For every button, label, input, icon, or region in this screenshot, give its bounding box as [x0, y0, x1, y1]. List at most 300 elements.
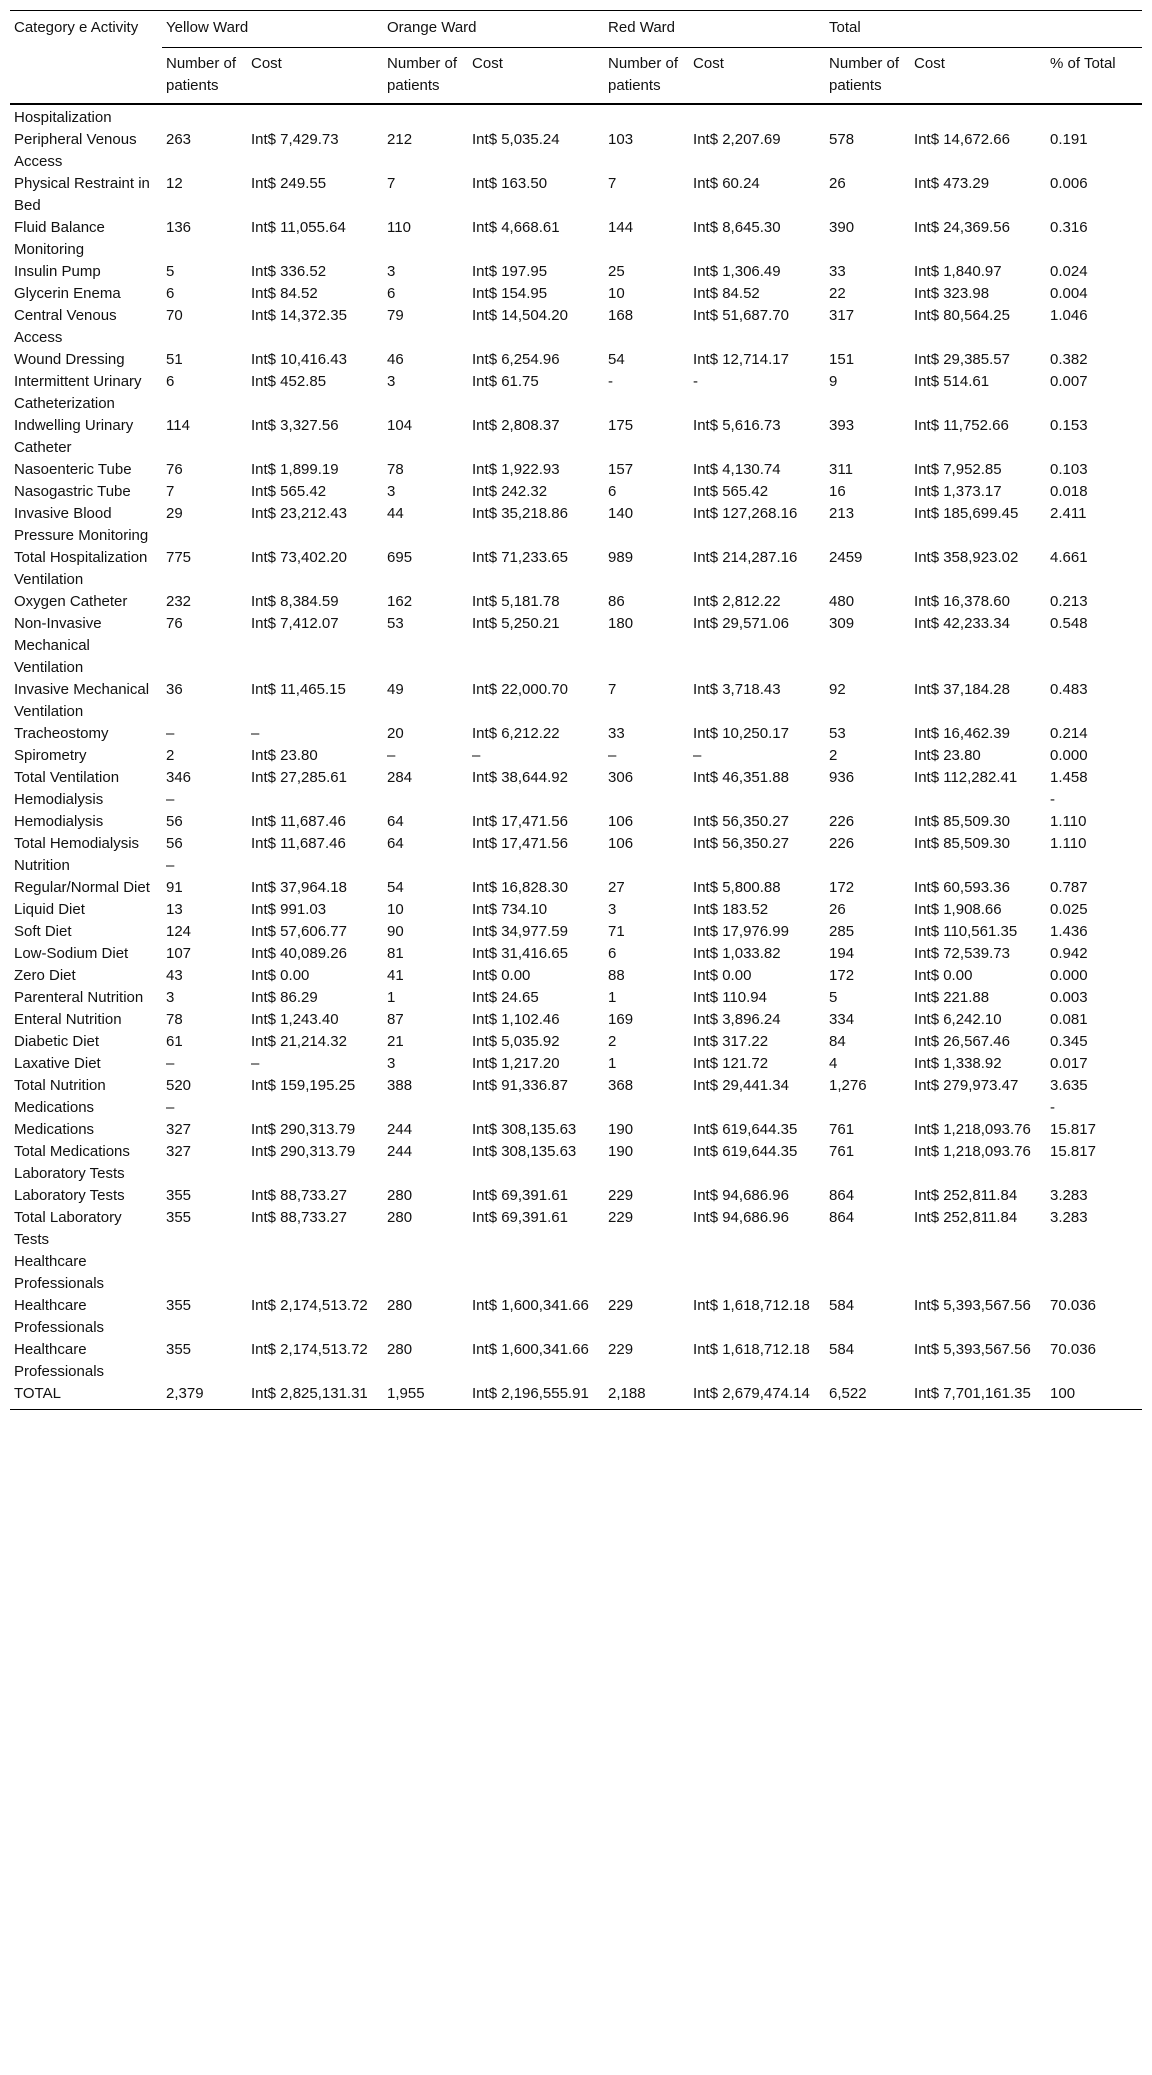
cell-orange-cost — [468, 569, 604, 591]
cell-yellow-patients: 91 — [166, 879, 183, 896]
cell-orange-cost: Int$ 17,471.56 — [472, 835, 568, 852]
cell-orange-cost: Int$ 308,135.63 — [472, 1121, 577, 1138]
cell-percent-total: 0.004 — [1050, 285, 1088, 302]
cell-yellow-cost: Int$ 11,055.64 — [251, 219, 346, 236]
header-orange-patients: Number of patients — [387, 55, 458, 94]
cell-orange-patients: 64 — [387, 835, 404, 852]
cell-category: Insulin Pump — [14, 263, 101, 280]
cell-total-cost: Int$ 1,218,093.76 — [914, 1121, 1031, 1138]
cell-red-cost: Int$ 1,033.82 — [693, 945, 781, 962]
cell-category: Glycerin Enema — [14, 285, 121, 302]
cell-red-patients: 25 — [608, 263, 625, 280]
cell-red-patients: 10 — [608, 285, 625, 302]
cell-category: Wound Dressing — [14, 351, 125, 368]
table-row — [10, 723, 1142, 745]
cell-red-patients — [604, 855, 689, 877]
cell-percent-total: 0.007 — [1050, 373, 1088, 390]
cell-percent-total: 0.017 — [1050, 1055, 1088, 1072]
cell-yellow-cost: Int$ 2,174,513.72 — [251, 1341, 368, 1358]
cell-percent-total: 15.817 — [1050, 1143, 1096, 1160]
cell-total-patients: 26 — [829, 901, 846, 918]
cell-total-cost: Int$ 24,369.56 — [914, 219, 1010, 236]
cell-total-cost: Int$ 7,701,161.35 — [914, 1385, 1031, 1402]
cell-total-cost: Int$ 5,393,567.56 — [914, 1297, 1031, 1314]
table-row — [10, 833, 1142, 855]
cell-percent-total: 2.411 — [1050, 505, 1087, 522]
table-row — [10, 261, 1142, 283]
cell-red-cost: Int$ 29,441.34 — [693, 1077, 789, 1094]
cell-percent-total: 0.025 — [1050, 901, 1088, 918]
cell-orange-cost: Int$ 35,218.86 — [472, 505, 568, 522]
cell-yellow-cost: Int$ 23.80 — [251, 747, 318, 764]
cell-red-patients: 989 — [608, 549, 634, 566]
cell-orange-cost: Int$ 197.95 — [472, 263, 548, 280]
table-row — [10, 1383, 1142, 1410]
cell-red-cost: Int$ 127,268.16 — [693, 505, 798, 522]
cell-yellow-patients: 124 — [166, 923, 192, 940]
cell-total-cost: Int$ 1,338.92 — [914, 1055, 1002, 1072]
cell-yellow-cost: Int$ 2,825,131.31 — [251, 1385, 368, 1402]
cell-orange-cost: Int$ 1,102.46 — [472, 1011, 560, 1028]
cell-orange-patients: – — [387, 747, 396, 764]
cell-red-cost: Int$ 121.72 — [693, 1055, 769, 1072]
cell-red-cost: Int$ 1,618,712.18 — [693, 1297, 810, 1314]
cell-red-cost: Int$ 10,250.17 — [693, 725, 789, 742]
cell-yellow-patients: 355 — [166, 1297, 192, 1314]
cell-red-patients: 106 — [608, 813, 634, 830]
cell-total-patients: 26 — [829, 175, 846, 192]
cell-yellow-cost: Int$ 11,465.15 — [251, 681, 346, 698]
cell-red-cost: - — [693, 373, 699, 390]
cell-total-patients — [825, 1251, 910, 1295]
cell-orange-patients: 49 — [387, 681, 404, 698]
table-row — [10, 283, 1142, 305]
cell-total-patients: 584 — [829, 1297, 855, 1314]
cell-total-cost — [910, 1251, 1046, 1295]
cell-red-cost: Int$ 60.24 — [693, 175, 760, 192]
cell-percent-total — [1046, 1163, 1142, 1185]
table-row — [10, 1009, 1142, 1031]
header-total-cost: Cost — [914, 55, 945, 72]
cell-orange-cost: Int$ 5,035.92 — [472, 1033, 560, 1050]
table-row — [10, 305, 1142, 349]
cell-yellow-patients: 70 — [166, 307, 183, 324]
cell-total-cost: Int$ 1,373.17 — [914, 483, 1002, 500]
cell-red-patients: 103 — [608, 131, 634, 148]
cell-category: Nasoenteric Tube — [14, 461, 132, 478]
cell-category: Diabetic Diet — [14, 1033, 100, 1050]
cell-percent-total: - — [1050, 791, 1056, 808]
cell-orange-patients: 3 — [387, 1055, 396, 1072]
cell-yellow-cost: – — [251, 725, 260, 742]
cell-red-cost — [689, 104, 825, 129]
cell-total-cost: Int$ 60,593.36 — [914, 879, 1010, 896]
cell-yellow-cost: Int$ 88,733.27 — [251, 1209, 347, 1226]
header-yellow-patients: Number of patients — [166, 55, 237, 94]
cell-orange-patients: 388 — [387, 1077, 413, 1094]
cell-orange-patients: 3 — [387, 373, 396, 390]
cell-red-cost: Int$ 3,718.43 — [693, 681, 781, 698]
cell-yellow-patients: 355 — [166, 1341, 192, 1358]
cell-yellow-patients: 775 — [166, 549, 192, 566]
cell-orange-cost: Int$ 38,644.92 — [472, 769, 568, 786]
cell-total-cost: Int$ 7,952.85 — [914, 461, 1002, 478]
cell-red-cost: Int$ 214,287.16 — [693, 549, 798, 566]
header-total: Total — [825, 11, 1142, 48]
cell-red-cost: Int$ 110.94 — [693, 989, 767, 1006]
table-row — [10, 547, 1142, 569]
table-row — [10, 459, 1142, 481]
cell-yellow-patients: 327 — [166, 1143, 192, 1160]
cell-red-patients: 106 — [608, 835, 634, 852]
cell-orange-cost: Int$ 6,254.96 — [472, 351, 560, 368]
cell-yellow-cost: Int$ 159,195.25 — [251, 1077, 356, 1094]
cell-orange-patients: 1,955 — [387, 1385, 425, 1402]
cell-percent-total: 0.018 — [1050, 483, 1088, 500]
table-row — [10, 1339, 1142, 1383]
cell-red-cost: Int$ 51,687.70 — [693, 307, 789, 324]
cell-yellow-cost: Int$ 11,687.46 — [251, 813, 346, 830]
cell-total-patients: 578 — [829, 131, 855, 148]
cell-orange-cost: Int$ 24.65 — [472, 989, 539, 1006]
cell-category: Low-Sodium Diet — [14, 945, 129, 962]
table-row — [10, 899, 1142, 921]
cell-total-cost: Int$ 16,378.60 — [914, 593, 1010, 610]
cell-red-patients: 180 — [608, 615, 634, 632]
cell-orange-patients: 87 — [387, 1011, 404, 1028]
cell-percent-total: 3.283 — [1050, 1187, 1088, 1204]
cell-yellow-cost: Int$ 88,733.27 — [251, 1187, 347, 1204]
table-row — [10, 613, 1142, 679]
cell-total-cost: Int$ 112,282.41 — [914, 769, 1018, 786]
header-red-cost: Cost — [693, 55, 724, 72]
cell-total-patients: 4 — [829, 1055, 838, 1072]
cell-percent-total: 0.548 — [1050, 615, 1088, 632]
cell-category: Physical Restraint in Bed — [14, 175, 150, 214]
cell-total-cost: Int$ 1,908.66 — [914, 901, 1002, 918]
cell-red-cost: Int$ 56,350.27 — [693, 813, 789, 830]
cell-total-patients: 194 — [829, 945, 855, 962]
cell-total-cost: Int$ 514.61 — [914, 373, 990, 390]
table-row — [10, 1251, 1142, 1295]
cell-red-cost: Int$ 8,645.30 — [693, 219, 781, 236]
cell-orange-cost: Int$ 5,181.78 — [472, 593, 560, 610]
cell-red-cost: Int$ 84.52 — [693, 285, 760, 302]
cell-percent-total: 0.103 — [1050, 461, 1088, 478]
cell-red-patients: – — [608, 747, 617, 764]
table-row — [10, 104, 1142, 129]
cell-total-cost: Int$ 1,840.97 — [914, 263, 1002, 280]
cell-category: Healthcare Professionals — [14, 1253, 105, 1292]
cell-yellow-cost: Int$ 37,964.18 — [251, 879, 347, 896]
table-row — [10, 129, 1142, 173]
cell-yellow-patients: 263 — [166, 131, 192, 148]
cell-total-patients: 864 — [829, 1209, 855, 1226]
cell-yellow-cost — [247, 789, 383, 811]
cell-total-cost — [910, 1097, 1046, 1119]
cell-red-cost: Int$ 3,896.24 — [693, 1011, 781, 1028]
cell-red-patients: 2,188 — [608, 1385, 646, 1402]
cell-percent-total: 1.110 — [1050, 813, 1087, 830]
cell-total-patients: 151 — [829, 351, 855, 368]
cell-percent-total: 1.110 — [1050, 835, 1087, 852]
cell-percent-total: 0.006 — [1050, 175, 1088, 192]
cell-orange-patients: 3 — [387, 263, 396, 280]
cell-orange-cost: Int$ 1,922.93 — [472, 461, 560, 478]
cell-orange-patients: 104 — [387, 417, 413, 434]
table-row — [10, 349, 1142, 371]
cell-red-patients: 71 — [608, 923, 625, 940]
cell-orange-cost: Int$ 5,035.24 — [472, 131, 560, 148]
cell-orange-cost — [468, 104, 604, 129]
cell-percent-total: 0.787 — [1050, 879, 1088, 896]
cell-orange-cost: Int$ 154.95 — [472, 285, 548, 302]
cell-orange-cost: Int$ 69,391.61 — [472, 1209, 568, 1226]
cell-total-cost: Int$ 6,242.10 — [914, 1011, 1002, 1028]
cell-yellow-cost: Int$ 1,243.40 — [251, 1011, 339, 1028]
table-row — [10, 173, 1142, 217]
cell-yellow-patients: 78 — [166, 1011, 183, 1028]
cell-yellow-patients: 56 — [166, 835, 183, 852]
cell-total-patients: 761 — [829, 1143, 855, 1160]
cell-red-cost: Int$ 56,350.27 — [693, 835, 789, 852]
cell-orange-patients: 280 — [387, 1209, 413, 1226]
table-row — [10, 1075, 1142, 1097]
cell-orange-cost: Int$ 34,977.59 — [472, 923, 568, 940]
cell-yellow-patients: – — [166, 791, 175, 808]
cell-total-patients: 584 — [829, 1341, 855, 1358]
cell-total-cost: Int$ 23.80 — [914, 747, 981, 764]
cell-category: Non-Invasive Mechanical Ventilation — [14, 615, 102, 676]
cell-orange-cost: Int$ 61.75 — [472, 373, 539, 390]
cell-orange-patients: 280 — [387, 1341, 413, 1358]
cell-total-patients — [825, 569, 910, 591]
cell-red-cost: Int$ 2,812.22 — [693, 593, 781, 610]
cell-orange-patients: 10 — [387, 901, 404, 918]
cell-yellow-cost — [247, 1097, 383, 1119]
table-row — [10, 943, 1142, 965]
cell-red-cost: Int$ 29,571.06 — [693, 615, 789, 632]
cell-total-patients: 213 — [829, 505, 855, 522]
cell-orange-cost: Int$ 69,391.61 — [472, 1187, 568, 1204]
cell-orange-cost: Int$ 0.00 — [472, 967, 531, 984]
cell-orange-cost — [468, 1097, 604, 1119]
cell-percent-total: 15.817 — [1050, 1121, 1096, 1138]
header-yellow-ward: Yellow Ward — [162, 11, 383, 48]
cell-total-patients: 33 — [829, 263, 846, 280]
cell-total-cost — [910, 569, 1046, 591]
cell-category: Soft Diet — [14, 923, 72, 940]
cell-total-cost: Int$ 1,218,093.76 — [914, 1143, 1031, 1160]
cell-red-patients — [604, 1097, 689, 1119]
cell-yellow-patients: 76 — [166, 615, 183, 632]
cell-yellow-patients: 114 — [166, 417, 190, 434]
cell-yellow-patients: 327 — [166, 1121, 192, 1138]
header-row-subcolumns — [10, 48, 1142, 105]
cell-percent-total: 0.081 — [1050, 1011, 1088, 1028]
cell-yellow-cost — [247, 1251, 383, 1295]
cell-red-cost: Int$ 5,616.73 — [693, 417, 781, 434]
header-blank — [10, 48, 162, 105]
cell-yellow-patients: 346 — [166, 769, 192, 786]
cell-yellow-patients: 2,379 — [166, 1385, 204, 1402]
cell-orange-cost: Int$ 22,000.70 — [472, 681, 568, 698]
cell-orange-patients: 44 — [387, 505, 404, 522]
cell-red-patients: 169 — [608, 1011, 634, 1028]
cell-percent-total: 4.661 — [1050, 549, 1088, 566]
cell-total-patients: 864 — [829, 1187, 855, 1204]
cell-orange-patients: 244 — [387, 1121, 413, 1138]
table-row — [10, 1185, 1142, 1207]
cell-red-patients: 168 — [608, 307, 634, 324]
cell-orange-patients: 79 — [387, 307, 404, 324]
cell-total-cost: Int$ 185,699.45 — [914, 505, 1019, 522]
table-row — [10, 921, 1142, 943]
cell-orange-patients: 54 — [387, 879, 404, 896]
cell-category: Invasive Blood Pressure Monitoring — [14, 505, 149, 544]
cell-yellow-patients: 7 — [166, 483, 175, 500]
cell-total-patients: 2459 — [829, 549, 863, 566]
table-row — [10, 217, 1142, 261]
cell-yellow-cost: Int$ 84.52 — [251, 285, 318, 302]
cell-red-cost — [689, 855, 825, 877]
cell-category: Total Ventilation — [14, 769, 120, 786]
cell-red-cost: Int$ 4,130.74 — [693, 461, 781, 478]
table-row — [10, 1141, 1142, 1163]
cell-red-patients: 229 — [608, 1209, 634, 1226]
cell-total-patients: 2 — [829, 747, 838, 764]
cell-yellow-patients: – — [166, 1099, 175, 1116]
cell-total-patients — [825, 855, 910, 877]
cell-red-patients: 140 — [608, 505, 634, 522]
cell-category: Parenteral Nutrition — [14, 989, 144, 1006]
cell-total-cost: Int$ 358,923.02 — [914, 549, 1019, 566]
cell-yellow-patients: 3 — [166, 989, 175, 1006]
cell-orange-cost: Int$ 91,336.87 — [472, 1077, 568, 1094]
cell-percent-total: 70.036 — [1050, 1341, 1096, 1358]
cell-yellow-patients: 61 — [166, 1033, 183, 1050]
cell-yellow-cost: Int$ 565.42 — [251, 483, 327, 500]
cell-total-patients: 53 — [829, 725, 846, 742]
cell-total-patients — [825, 1163, 910, 1185]
cell-orange-patients — [383, 104, 468, 129]
cell-orange-patients: 81 — [387, 945, 404, 962]
cell-red-patients: 6 — [608, 945, 617, 962]
cell-orange-cost: Int$ 71,233.65 — [472, 549, 568, 566]
cell-yellow-cost: Int$ 7,412.07 — [251, 615, 339, 632]
cell-category: Oxygen Catheter — [14, 593, 128, 610]
cell-red-patients: 306 — [608, 769, 634, 786]
cell-total-patients: 6,522 — [829, 1385, 867, 1402]
cell-orange-cost: Int$ 734.10 — [472, 901, 548, 918]
cell-percent-total: 100 — [1050, 1385, 1076, 1402]
cell-total-cost — [910, 1163, 1046, 1185]
cell-orange-cost: – — [472, 747, 481, 764]
cell-total-patients: 1,276 — [829, 1077, 867, 1094]
cell-total-cost: Int$ 26,567.46 — [914, 1033, 1010, 1050]
cell-red-patients: 7 — [608, 175, 617, 192]
cost-table — [10, 10, 1142, 1410]
table-row — [10, 1053, 1142, 1075]
cell-total-cost: Int$ 0.00 — [914, 967, 973, 984]
cell-yellow-cost: Int$ 8,384.59 — [251, 593, 339, 610]
header-category: Category e Activity — [14, 19, 139, 36]
table-row — [10, 481, 1142, 503]
table-row — [10, 789, 1142, 811]
cell-red-patients — [604, 1251, 689, 1295]
cell-red-patients: 229 — [608, 1341, 634, 1358]
cell-total-cost — [910, 789, 1046, 811]
cell-orange-patients: 46 — [387, 351, 404, 368]
cell-red-cost: Int$ 94,686.96 — [693, 1187, 789, 1204]
cell-yellow-cost: Int$ 1,899.19 — [251, 461, 339, 478]
cell-orange-cost: Int$ 17,471.56 — [472, 813, 568, 830]
cell-orange-cost: Int$ 1,600,341.66 — [472, 1297, 589, 1314]
cell-orange-cost: Int$ 308,135.63 — [472, 1143, 577, 1160]
cell-yellow-patients: – — [166, 725, 175, 742]
cell-orange-cost: Int$ 1,600,341.66 — [472, 1341, 589, 1358]
cell-red-patients — [604, 104, 689, 129]
cell-red-patients — [604, 569, 689, 591]
cell-red-patients: 33 — [608, 725, 625, 742]
cell-total-cost: Int$ 85,509.30 — [914, 835, 1010, 852]
cell-yellow-cost: Int$ 73,402.20 — [251, 549, 347, 566]
cell-total-patients — [825, 104, 910, 129]
cell-red-patients: 1 — [608, 989, 617, 1006]
cell-orange-cost: Int$ 2,808.37 — [472, 417, 560, 434]
cell-red-cost: Int$ 1,306.49 — [693, 263, 781, 280]
cell-percent-total: 70.036 — [1050, 1297, 1096, 1314]
cell-orange-patients: 280 — [387, 1297, 413, 1314]
cell-total-cost: Int$ 5,393,567.56 — [914, 1341, 1031, 1358]
cell-yellow-cost: Int$ 11,687.46 — [251, 835, 346, 852]
cell-total-patients: 334 — [829, 1011, 855, 1028]
cell-red-patients: 190 — [608, 1121, 634, 1138]
cell-percent-total: 0.483 — [1050, 681, 1088, 698]
cell-category: Regular/Normal Diet — [14, 879, 150, 896]
cell-percent-total: 0.942 — [1050, 945, 1088, 962]
cell-red-cost: Int$ 17,976.99 — [693, 923, 789, 940]
cell-percent-total: 0.213 — [1050, 593, 1088, 610]
header-orange-ward: Orange Ward — [383, 11, 604, 48]
cell-percent-total — [1046, 569, 1142, 591]
cell-category: Total Nutrition — [14, 1077, 106, 1094]
cell-yellow-cost: Int$ 23,212.43 — [251, 505, 347, 522]
cell-category: Indwelling Urinary Catheter — [14, 417, 134, 456]
cell-orange-cost — [468, 1163, 604, 1185]
cell-yellow-cost — [247, 855, 383, 877]
cell-orange-patients: 90 — [387, 923, 404, 940]
cell-category: Medications — [14, 1121, 95, 1138]
table-row — [10, 569, 1142, 591]
cell-red-patients: 190 — [608, 1143, 634, 1160]
header-total-patients: Number of patients — [829, 55, 900, 94]
cell-red-patients: 6 — [608, 483, 617, 500]
cell-category: Total Laboratory Tests — [14, 1209, 122, 1248]
cell-orange-cost: Int$ 6,212.22 — [472, 725, 560, 742]
cell-total-patients: 16 — [829, 483, 846, 500]
cell-category: Total Hospitalization — [14, 549, 148, 566]
cell-red-patients: 7 — [608, 681, 617, 698]
cell-red-cost: Int$ 46,351.88 — [693, 769, 789, 786]
cell-yellow-patients — [162, 569, 247, 591]
cell-yellow-cost: Int$ 0.00 — [251, 967, 310, 984]
cell-orange-patients: 284 — [387, 769, 413, 786]
cell-percent-total: 0.316 — [1050, 219, 1088, 236]
table-row — [10, 591, 1142, 613]
cell-orange-patients: 695 — [387, 549, 413, 566]
cell-orange-patients: 41 — [387, 967, 404, 984]
